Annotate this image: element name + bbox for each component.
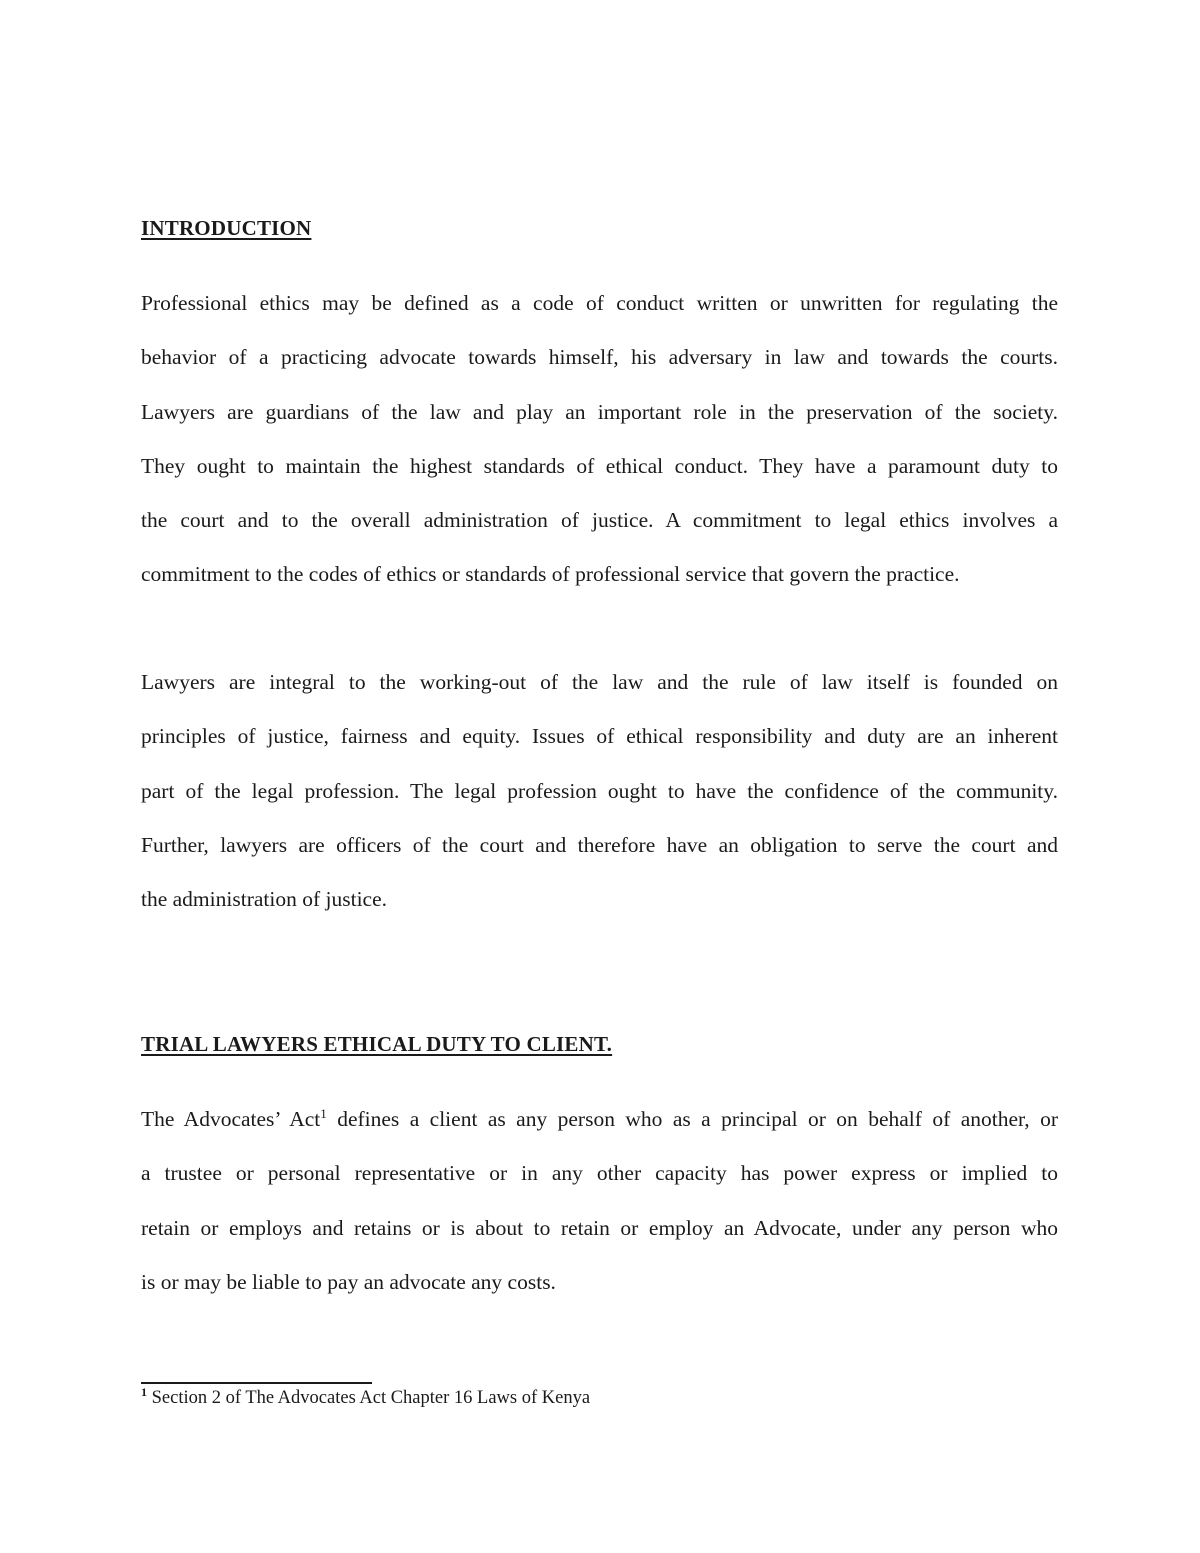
text-line: Professional ethics may be defined as a code of conduct written or unwritten for regulating the <box>141 291 1058 315</box>
text-line: the administration of justice. <box>141 887 388 912</box>
footnote-text: Section 2 of The Advocates Act Chapter 16 Laws of Kenya <box>147 1388 591 1408</box>
footnote-reference[interactable]: 1 <box>320 1105 327 1121</box>
text-line: the court and to the overall administration of justice. A commitment to legal ethics involves a <box>141 508 1058 533</box>
section-heading-introduction: INTRODUCTION <box>141 216 312 240</box>
text-line: a trustee or personal representative or in any other capacity has power express or implied to <box>141 1161 1058 1186</box>
paragraph-intro-2 <box>141 655 1058 926</box>
text-line: is or may be liable to pay an advocate any costs. <box>141 1269 556 1294</box>
paragraph-intro-1 <box>141 276 1058 602</box>
text-line: Lawyers are guardians of the law and play an important role in the preservation of the society. <box>141 399 1058 424</box>
text-line: part of the legal profession. The legal profession ought to have the confidence of the community. <box>141 778 1058 803</box>
footnote-number: 1 <box>141 1384 147 1399</box>
text-line: retain or employs and retains or is about to retain or employ an Advocate, under any person who <box>141 1215 1058 1240</box>
text-line: Further, lawyers are officers of the court and therefore have an obligation to serve the court and <box>141 832 1058 857</box>
section-heading-duty-to-client: TRIAL LAWYERS ETHICAL DUTY TO CLIENT. <box>141 1032 613 1056</box>
text-line: principles of justice, fairness and equity. Issues of ethical responsibility and duty are an inherent <box>141 724 1058 749</box>
text-line-with-footnote-ref <box>141 1092 1058 1146</box>
paragraph-duty-1 <box>141 1092 1058 1309</box>
text-fragment: defines a client as any person who as a principal or on behalf of another, or <box>326 1107 1058 1131</box>
footnote-separator <box>141 1382 372 1384</box>
text-fragment: The Advocates’ Act <box>141 1107 321 1131</box>
text-line: Lawyers are integral to the working-out of the law and the rule of law itself is founded on <box>141 670 1058 694</box>
text-line: They ought to maintain the highest standards of ethical conduct. They have a paramount duty to <box>141 453 1058 478</box>
text-line: commitment to the codes of ethics or standards of professional service that govern the practice. <box>141 562 960 587</box>
text-line: behavior of a practicing advocate towards himself, his adversary in law and towards the courts. <box>141 345 1058 370</box>
footnote-1 <box>141 1384 591 1409</box>
